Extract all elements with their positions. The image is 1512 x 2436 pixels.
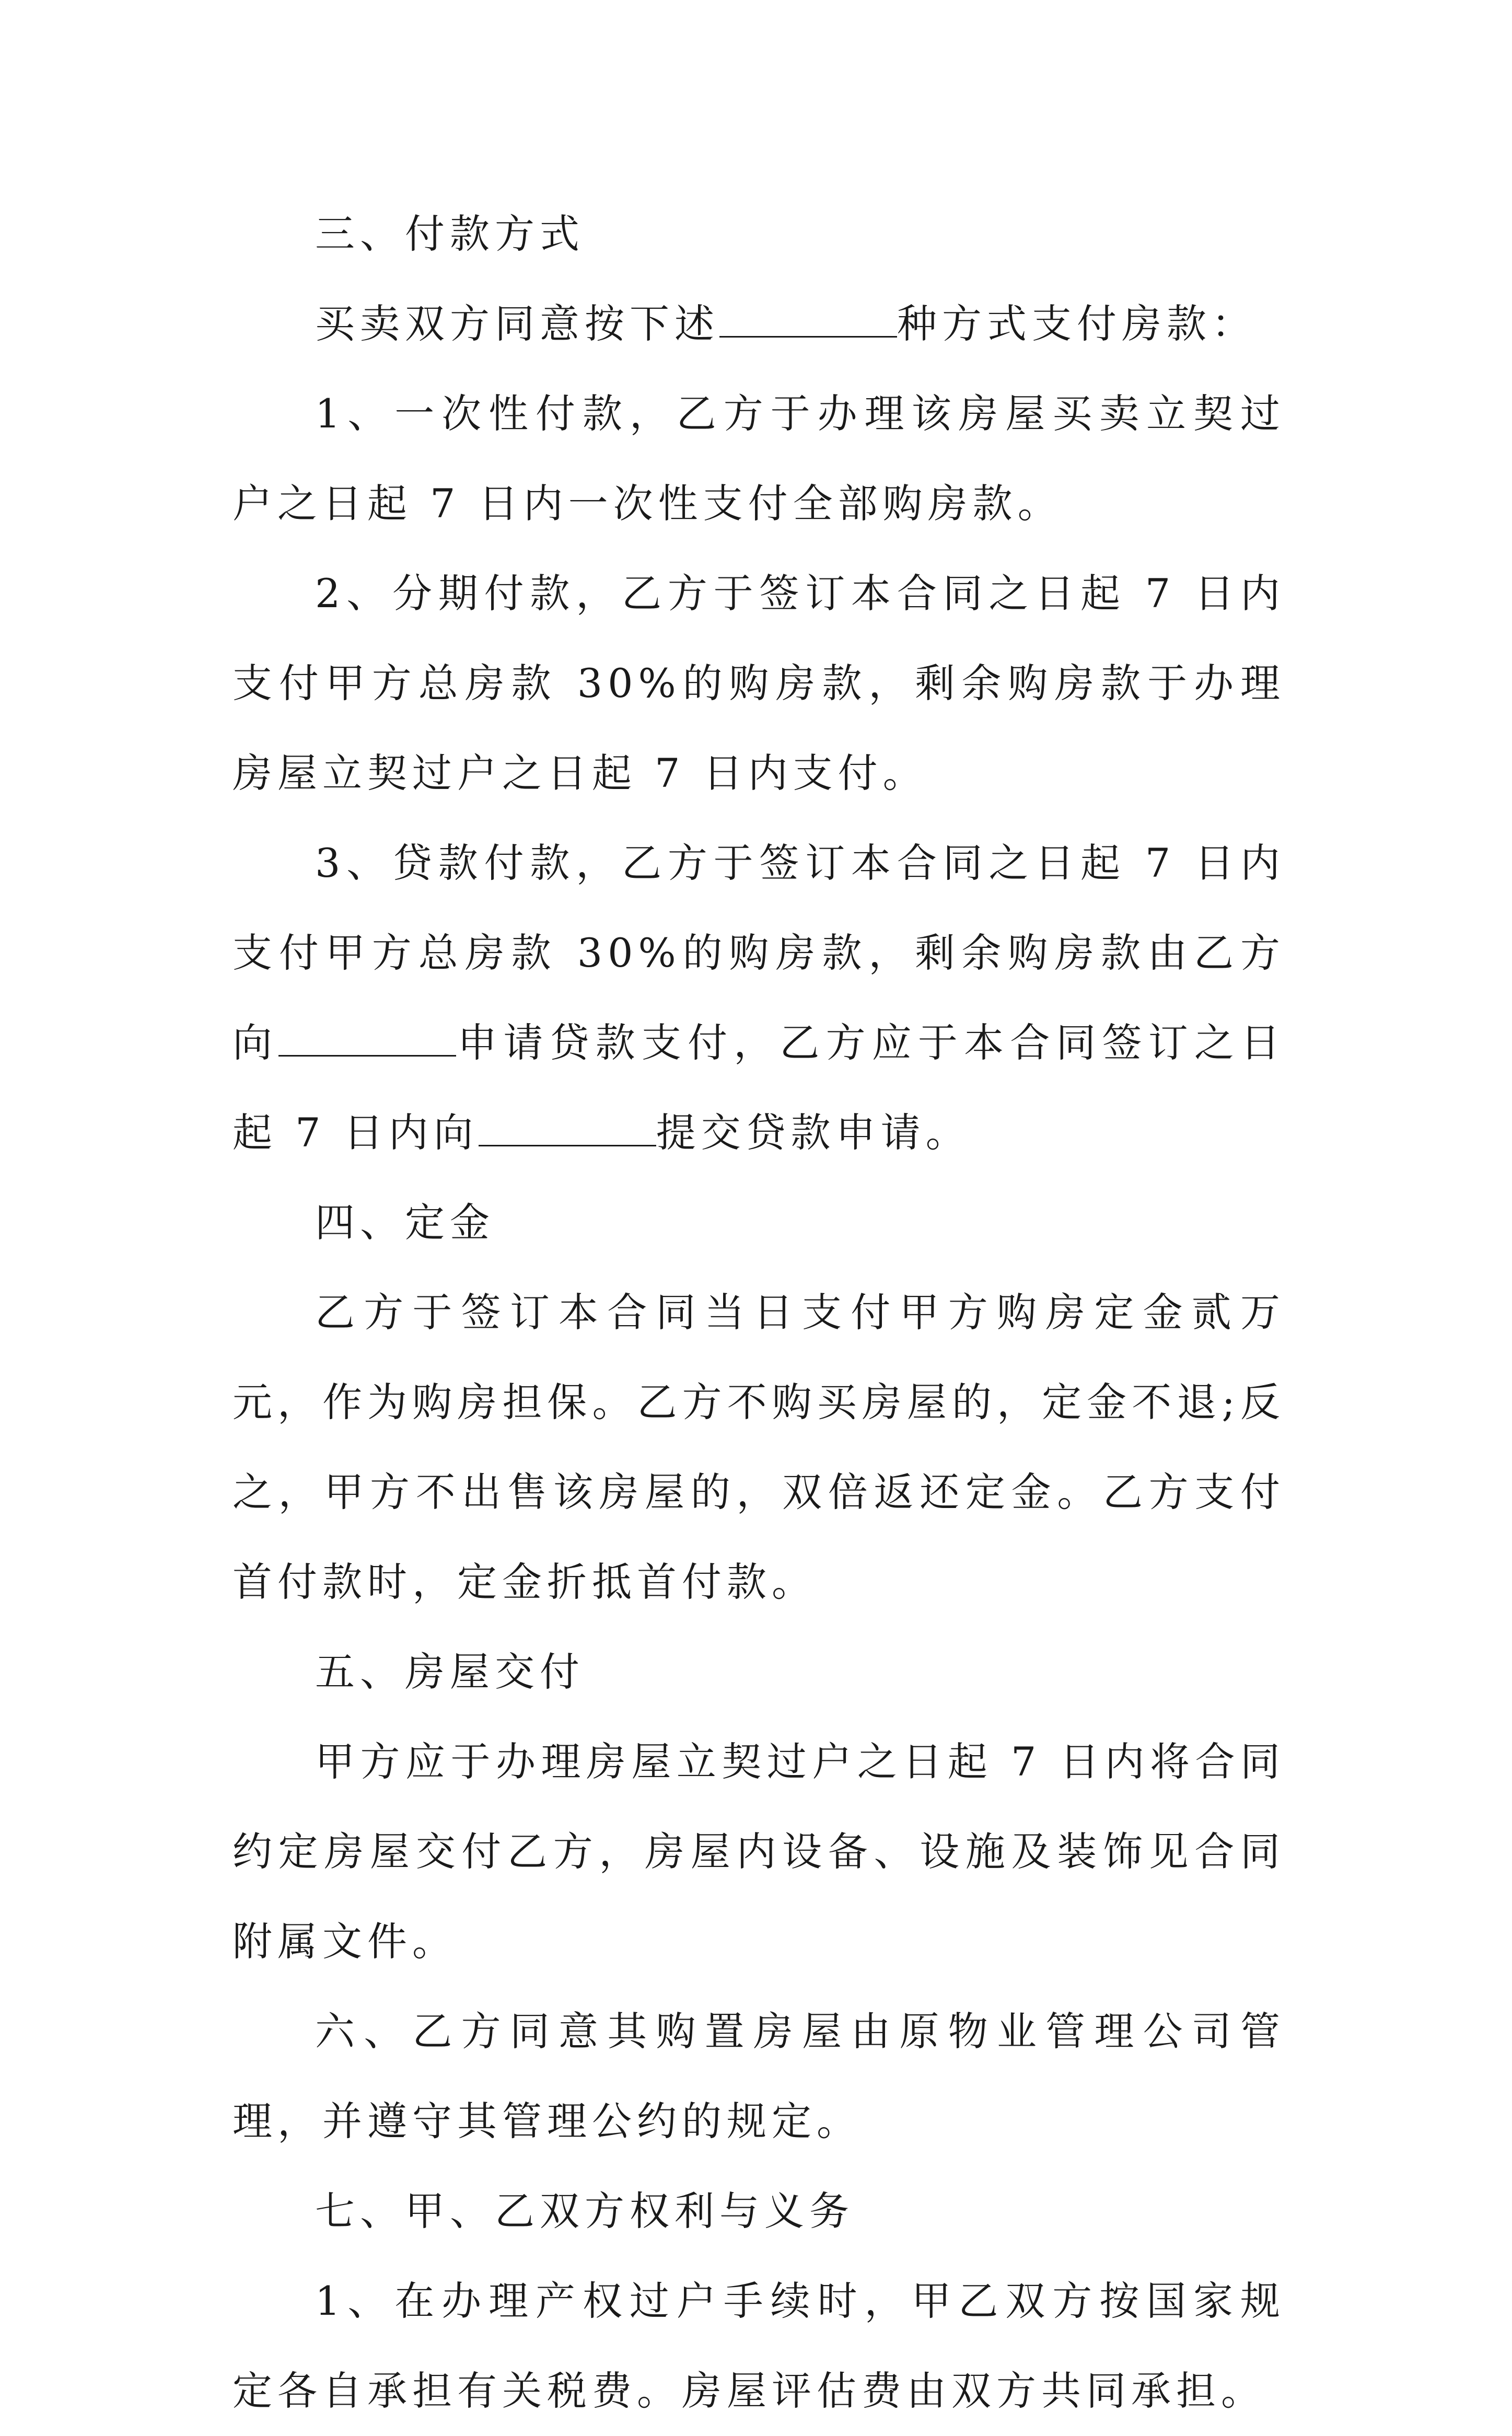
payment-method-blank xyxy=(719,305,897,338)
payment-item-lump-sum: 1、一次性付款，乙方于办理该房屋买卖立契过户之日起 7 日内一次性支付全部购房款。 xyxy=(232,390,1285,527)
document-body xyxy=(232,189,1285,2436)
section-heading-deposit: 四、定金 xyxy=(315,1199,495,1246)
payment-item-installment: 2、分期付款，乙方于签订本合同之日起 7 日内支付甲方总房款 30%的购房款，剩余购房款于办理房屋立契过户之日起 7 日内支付。 xyxy=(232,570,1285,796)
rights-item-taxes: 1、在办理产权过户手续时，甲乙双方按国家规定各自承担有关税费。房屋评估费由双方共同承担。 xyxy=(232,2278,1285,2414)
payment-item-loan xyxy=(232,818,1285,1178)
loan-text-part1: 3、贷款付款，乙方于签订本合同之日起 7 日内支付甲方总房款 30%的购房款，剩余购房款由乙方向 xyxy=(232,840,1285,1066)
payment-agreement-paragraph xyxy=(232,279,1285,369)
property-management-paragraph: 六、乙方同意其购置房屋由原物业管理公司管理，并遵守其管理公约的规定。 xyxy=(232,2008,1285,2144)
loan-text-part2: 申请贷款支付，乙方应于本合同签订之日起 7 日内向 xyxy=(232,1019,1286,1156)
loan-application-blank xyxy=(479,1113,656,1146)
section-heading-delivery: 五、房屋交付 xyxy=(315,1649,585,1695)
payment-agreement-suffix: 种方式支付房款： xyxy=(897,300,1257,347)
deposit-paragraph: 乙方于签订本合同当日支付甲方购房定金贰万元，作为购房担保。乙方不购买房屋的，定金不退;反之，甲方不出售该房屋的，双倍返还定金。乙方支付首付款时，定金折抵首付款。 xyxy=(232,1289,1285,1605)
section-heading-rights: 七、甲、乙双方权利与义务 xyxy=(315,2188,854,2234)
section-heading-payment: 三、付款方式 xyxy=(315,211,585,257)
loan-lender-blank xyxy=(278,1024,456,1057)
payment-agreement-prefix: 买卖双方同意按下述 xyxy=(315,300,719,347)
delivery-paragraph: 甲方应于办理房屋立契过户之日起 7 日内将合同约定房屋交付乙方，房屋内设备、设施及装饰见合同附属文件。 xyxy=(232,1738,1285,1965)
loan-text-part3: 提交贷款申请。 xyxy=(656,1109,971,1156)
